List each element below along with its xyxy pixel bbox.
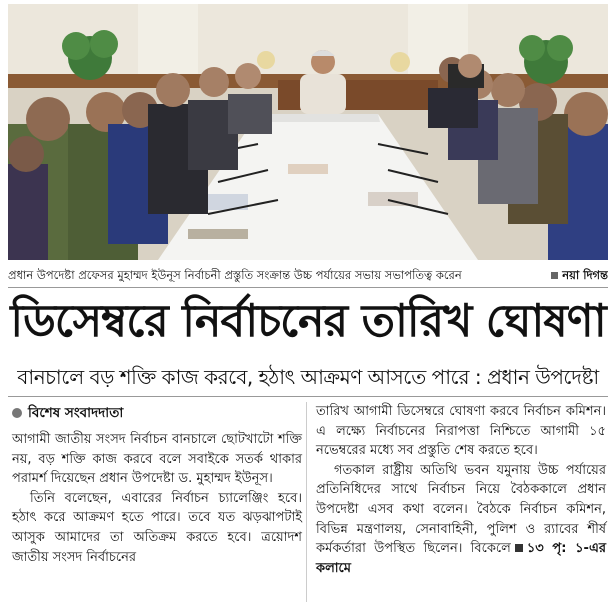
- continuation-text: ১৩ পৃ: ১-এর কলামে: [316, 541, 606, 576]
- byline-text: বিশেষ সংবাদদাতা: [28, 405, 124, 421]
- headline: ডিসেম্বরে নির্বাচনের তারিখ ঘোষণা: [10, 296, 606, 347]
- article-paragraph: তারিখ আগামী ডিসেম্বরে ঘোষণা করবে নির্বাচন কমিশন। এ লক্ষ্যে নির্বাচনের নিরাপত্তা নিশ্চিতে আগামী ১৫ নভেম্বরের মধ্যে সব প্রস্তুতি শেষ করতে হবে।: [316, 404, 606, 459]
- column-separator: [306, 402, 307, 602]
- caption-text: প্রধান উপদেষ্টা প্রফেসর মুহাম্মদ ইউনূস নির্বাচনী প্রস্তুতি সংক্রান্ত উচ্চ পর্যায়ের সভায় সভাপতিত্ব করেন: [8, 268, 462, 282]
- subheadline: বানচালে বড় শক্তি কাজ করবে, হঠাৎ আক্রমণ আসতে পারে : প্রধান উপদেষ্টা: [17, 365, 599, 389]
- byline: [12, 402, 302, 424]
- meeting-photo: [8, 4, 608, 260]
- article-column-left: [12, 402, 302, 567]
- square-bullet-icon: [551, 272, 558, 279]
- photo-credit: [545, 266, 608, 284]
- article-paragraph-text: গতকাল রাষ্ট্রীয় অতিথি ভবন যমুনায় উচ্চ পর্যায়ের প্রতিনিধিদের সাথে নির্বাচন নিয়ে বৈঠককালে প্রধান উপদেষ্টা এসব কথা বলেন। বৈঠকে নির্বাচন কমিশন, বিভিন্ন মন্ত্রণালয়, সেনাবাহিনী, পুলিশ ও র‌্যাবের শীর্ষ কর্মকর্তারা উপস্থিত ছিলেন। বিকেলে: [316, 462, 606, 557]
- square-bullet-icon: [515, 544, 523, 552]
- bullet-icon: [12, 408, 22, 418]
- article-paragraph: [316, 461, 606, 579]
- photo-caption: [8, 266, 608, 284]
- divider: [8, 396, 608, 397]
- article-paragraph: তিনি বলেছেন, এবারের নির্বাচন চ্যালেঞ্জিং হবে। হঠাৎ করে আক্রমণ হতে পারে। তবে যত ঝড়ঝাপটাই আসুক আমাদের তা অতিক্রম করতে হবে। ত্রয়োদশ জাতীয় সংসদ নির্বাচনের: [12, 490, 302, 565]
- divider: [8, 287, 608, 288]
- article-paragraph: আগামী জাতীয় সংসদ নির্বাচন বানচালে ছোটখাটো শক্তি নয়, বড় শক্তি কাজ করবে বলে সবাইকে সতর্ক থাকার পরামর্শ দিয়েছেন প্রধান উপদেষ্টা ড. মুহাম্মদ ইউনূস।: [12, 432, 302, 487]
- article-column-right: [316, 402, 606, 578]
- photo-credit-label: নয়া দিগন্ত: [562, 268, 608, 282]
